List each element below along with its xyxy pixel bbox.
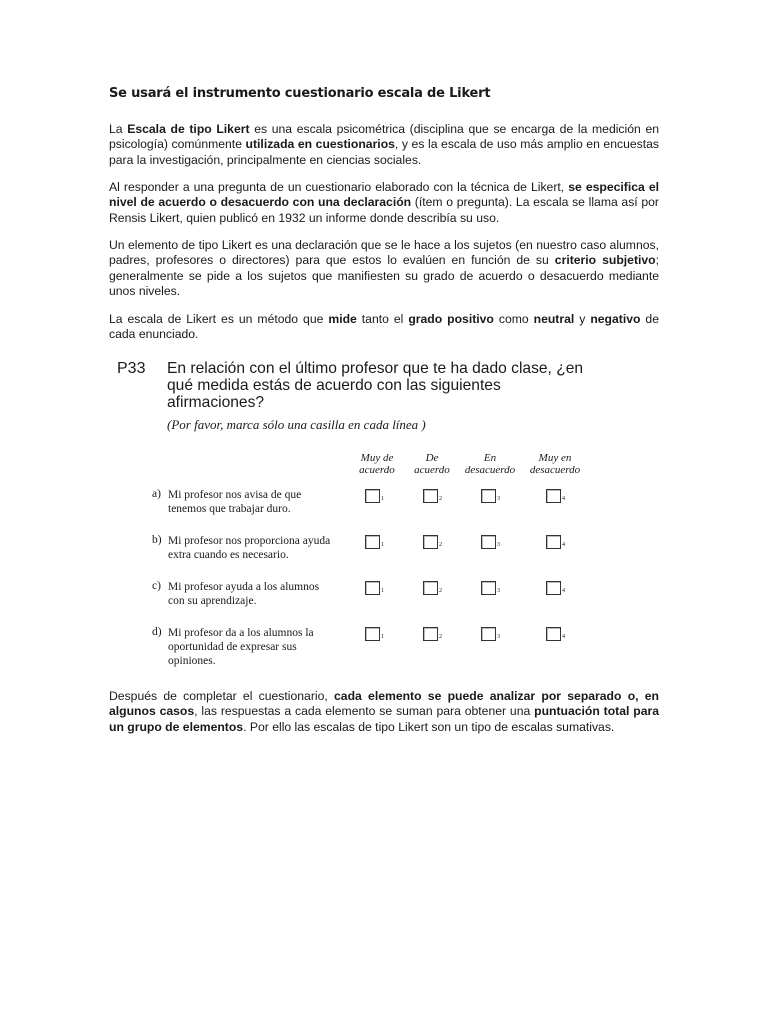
likert-checkbox[interactable]	[423, 489, 438, 503]
bold-text: grado positivo	[408, 312, 494, 326]
item-letter: c)	[152, 580, 161, 592]
checkbox-number: 2	[439, 542, 442, 548]
likert-checkbox[interactable]	[423, 535, 438, 549]
likert-checkbox[interactable]	[365, 627, 380, 641]
paragraph-likert-definition	[109, 122, 659, 168]
scale-header-muy-en-desacuerdo	[520, 453, 590, 476]
bold-text: se especifica el nivel de acuerdo o desacuerdo con una declaración	[109, 180, 660, 210]
item-text: Mi profesor nos avisa de que tenemos que trabajar duro.	[168, 489, 302, 515]
scale-header-line: De	[425, 452, 439, 464]
likert-checkbox[interactable]	[481, 581, 496, 595]
checkbox-number: 1	[381, 496, 384, 502]
likert-checkbox[interactable]	[546, 581, 561, 595]
likert-checkbox[interactable]	[481, 489, 496, 503]
bold-text: Escala de tipo Likert	[127, 122, 250, 136]
checkbox-number: 3	[497, 496, 500, 502]
bold-text: neutral	[533, 312, 575, 326]
text-run: ; generalmente se pide a los sujetos que manifiesten su grado de acuerdo o desacuerdo mediante unos niveles.	[109, 253, 659, 298]
text-run: , y es la escala de uso más amplio en encuestas para la investigación, principalmente en ciencias sociales.	[109, 137, 659, 167]
bold-text: cada elemento se puede analizar por separado o, en algunos casos	[109, 689, 660, 719]
text-run: Un elemento de tipo Likert es una declaración que se le hace a los sujetos (en nuestro caso alumnos, padres, profesores o directores) para que estos lo evalúen en función de su	[109, 238, 659, 268]
likert-checkbox[interactable]	[365, 535, 380, 549]
bold-text: criterio subjetivo	[554, 253, 656, 268]
scale-header-en-desacuerdo	[455, 453, 525, 476]
item-letter: b)	[152, 534, 162, 546]
text-run: . Por ello las escalas de tipo Likert son un tipo de escalas sumativas.	[243, 719, 615, 734]
likert-checkbox[interactable]	[481, 627, 496, 641]
checkbox-number: 4	[562, 496, 565, 502]
checkbox-number: 1	[381, 588, 384, 594]
text-run: La escala de Likert es un método que	[109, 312, 329, 326]
scale-header-line: En	[483, 452, 497, 464]
checkbox-number: 1	[381, 634, 384, 640]
checkbox-number: 3	[497, 542, 500, 548]
bold-text: puntuación total para un grupo de elementos	[109, 704, 659, 734]
checkbox-number: 2	[439, 588, 442, 594]
text-run: y	[574, 312, 591, 326]
item-letter: a)	[152, 488, 161, 500]
scale-header-line: acuerdo	[414, 463, 450, 476]
item-letter: d)	[152, 626, 162, 638]
likert-checkbox[interactable]	[481, 535, 496, 549]
paragraph-summative	[109, 689, 659, 735]
checkbox-number: 1	[381, 542, 384, 548]
text-run: (ítem o pregunta). La escala se llama así por Rensis Likert, quien publicó en 1932 un informe donde describía su uso.	[109, 195, 659, 225]
bold-text: negativo	[590, 312, 641, 326]
scale-header-line: Muy de	[360, 452, 394, 464]
text-run: La	[109, 122, 128, 136]
question-instruction: (Por favor, marca sólo una casilla en cada línea )	[167, 417, 426, 432]
checkbox-number: 4	[562, 542, 565, 548]
text-run: Después de completar el cuestionario,	[109, 689, 335, 703]
likert-checkbox[interactable]	[423, 627, 438, 641]
bold-text: mide	[328, 312, 357, 326]
checkbox-number: 2	[439, 634, 442, 640]
text-run: de cada enunciado.	[109, 312, 659, 342]
checkbox-number: 4	[562, 634, 565, 640]
likert-checkbox[interactable]	[365, 581, 380, 595]
scale-header-line: desacuerdo	[529, 463, 581, 476]
checkbox-number: 2	[439, 496, 442, 502]
item-text: Mi profesor ayuda a los alumnos con su aprendizaje.	[168, 581, 320, 607]
paragraph-response-level	[109, 180, 659, 226]
scale-header-line: Muy en	[538, 452, 572, 464]
question-code: P33	[117, 360, 146, 377]
likert-checkbox[interactable]	[423, 581, 438, 595]
paragraph-likert-item	[109, 238, 659, 299]
scale-header-line: acuerdo	[359, 463, 395, 476]
text-run: es una escala psicométrica (disciplina que se encarga de la medición en psicología) comúnmente	[109, 122, 659, 152]
text-run: Al responder a una pregunta de un cuestionario elaborado con la técnica de Likert,	[109, 180, 569, 194]
likert-checkbox[interactable]	[365, 489, 380, 503]
item-text: Mi profesor da a los alumnos la oportunidad de expresar sus opiniones.	[168, 627, 314, 667]
item-text: Mi profesor nos proporciona ayuda extra cuando es necesario.	[168, 535, 331, 561]
bold-text: utilizada en cuestionarios	[245, 137, 395, 152]
likert-checkbox[interactable]	[546, 535, 561, 549]
paragraph-measure	[109, 312, 659, 343]
likert-checkbox[interactable]	[546, 489, 561, 503]
scale-header-line: desacuerdo	[464, 463, 516, 476]
checkbox-number: 3	[497, 634, 500, 640]
likert-checkbox[interactable]	[546, 627, 561, 641]
question-text: En relación con el último profesor que te ha dado clase, ¿en qué medida estás de acuerdo con las siguientes afirmaciones?	[167, 360, 584, 412]
checkbox-number: 4	[562, 588, 565, 594]
section-heading: Se usará el instrumento cuestionario escala de Likert	[109, 86, 491, 101]
text-run: tanto el	[356, 312, 409, 326]
checkbox-number: 3	[497, 588, 500, 594]
text-run: como	[493, 312, 534, 326]
text-run: , las respuestas a cada elemento se suman para obtener una	[194, 704, 535, 719]
